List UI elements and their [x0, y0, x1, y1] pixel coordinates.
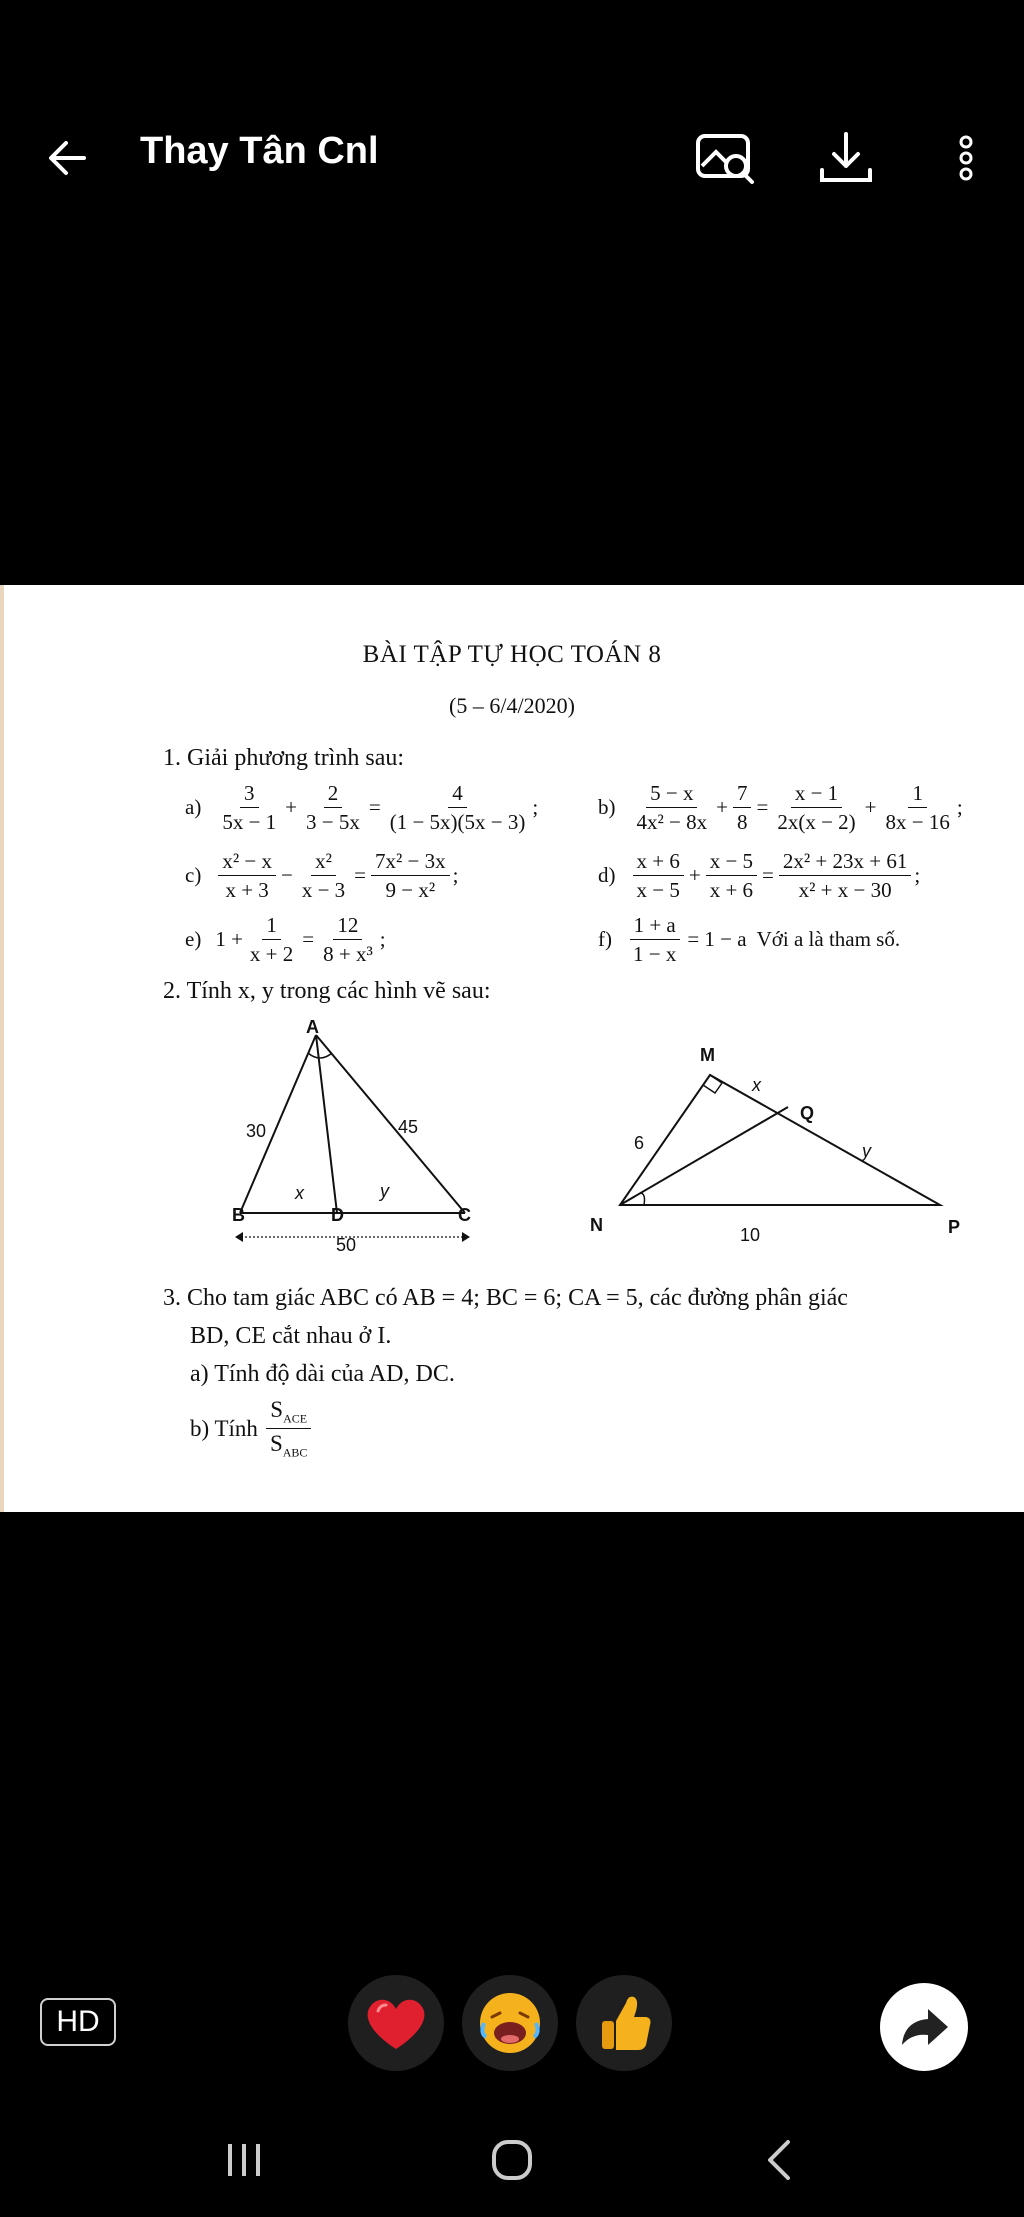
numerator: 2: [324, 781, 343, 808]
bottom-action-bar: [0, 1975, 1024, 2085]
denominator: x − 5: [636, 878, 680, 903]
vertex-label-a: A: [306, 1017, 319, 1037]
segment-label-x: x: [752, 1075, 761, 1095]
numerator: x + 6: [633, 849, 684, 876]
operator: +: [688, 863, 701, 888]
operator: =: [368, 795, 381, 820]
vertex-label-c: C: [458, 1205, 471, 1225]
denominator: x² + x − 30: [798, 878, 892, 903]
numerator: x²: [311, 849, 336, 876]
numerator: 7x² − 3x: [371, 849, 450, 876]
segment-label-x: x: [295, 1183, 304, 1203]
area-symbol: S: [270, 1397, 284, 1422]
denominator: 2x(x − 2): [777, 810, 856, 835]
figure-triangle-mnp: [600, 1065, 960, 1215]
operator: =: [354, 863, 366, 888]
page-edge: [0, 585, 4, 1512]
equation-d: [598, 849, 920, 902]
recents-icon[interactable]: [220, 2136, 268, 2184]
numerator: x² − x: [218, 849, 276, 876]
numerator: x − 1: [791, 781, 842, 808]
heart-icon: [348, 1975, 444, 2071]
numerator: 12: [333, 913, 362, 940]
doc-heading: BÀI TẬP TỰ HỌC TOÁN 8: [362, 641, 662, 668]
vertex-label-d: D: [331, 1205, 344, 1225]
denominator: x + 3: [225, 878, 269, 903]
question-3b: [190, 1397, 314, 1461]
numerator: 2x² + 23x + 61: [779, 849, 911, 876]
equation-label: c): [185, 863, 202, 888]
punctuation: ;: [914, 863, 921, 888]
equation-label: b): [598, 795, 616, 820]
numerator: 1 + a: [630, 913, 680, 940]
side-label-mn: 6: [634, 1133, 645, 1153]
equation-label: e): [185, 927, 202, 952]
question-3-line2: BD, CE cắt nhau ở I.: [190, 1323, 392, 1349]
download-icon[interactable]: [810, 122, 882, 194]
term: 1 +: [215, 927, 243, 952]
doc-date: (5 – 6/4/2020): [449, 693, 575, 718]
numerator: 5 − x: [646, 781, 697, 808]
share-button[interactable]: [880, 1983, 968, 2071]
equation-f: [598, 913, 900, 966]
punctuation: ;: [532, 795, 539, 820]
reaction-like-button[interactable]: [576, 1975, 672, 2071]
image-search-icon[interactable]: [690, 122, 762, 194]
operator: +: [716, 795, 728, 820]
equation-label: a): [185, 795, 202, 820]
equation-b: [598, 781, 963, 834]
operator: =: [756, 795, 769, 820]
operator: =: [302, 927, 315, 952]
numerator: 1: [908, 781, 927, 808]
more-vertical-icon[interactable]: [930, 122, 1002, 194]
denominator: 4x² − 8x: [636, 810, 708, 835]
denominator: 3 − 5x: [306, 810, 360, 835]
denominator: x + 2: [249, 942, 294, 967]
equation-c: [185, 849, 458, 902]
question-3-line1: 3. Cho tam giác ABC có AB = 4; BC = 6; CA = 5, các đường phân giác: [163, 1285, 848, 1311]
vertex-label-b: B: [232, 1205, 245, 1225]
document-image[interactable]: [0, 585, 1024, 1512]
laughing-face-icon: [462, 1975, 558, 2071]
system-nav-bar: [0, 2120, 1024, 2200]
numerator: 7: [733, 781, 752, 808]
operator: =: [762, 863, 774, 888]
equation-label: d): [598, 863, 616, 888]
top-bar: [0, 100, 1024, 210]
denominator: 8 + x³: [323, 942, 373, 967]
numerator: 1: [262, 913, 281, 940]
thumbs-up-icon: [576, 1975, 672, 2071]
equation-label: f): [598, 927, 612, 952]
hd-toggle-button[interactable]: HD: [40, 1998, 116, 2046]
area-subscript: ABC: [282, 1445, 308, 1460]
segment-label-y: y: [862, 1141, 871, 1161]
back-icon[interactable]: [756, 2136, 804, 2184]
equation-a: [185, 781, 538, 834]
side-label-np: 10: [740, 1225, 761, 1245]
question-3a: a) Tính độ dài của AD, DC.: [190, 1361, 455, 1387]
length-label-bc: 50: [336, 1235, 357, 1255]
question-3b-label: b) Tính: [190, 1415, 258, 1441]
home-icon[interactable]: [488, 2136, 536, 2184]
chat-title: Thay Tân Cnl: [140, 130, 379, 172]
punctuation: ;: [452, 863, 459, 888]
denominator: 5x − 1: [222, 810, 277, 835]
reaction-heart-button[interactable]: [348, 1975, 444, 2071]
vertex-label-n: N: [590, 1215, 603, 1235]
equation-e: [185, 913, 386, 966]
denominator: 8: [736, 810, 748, 835]
numerator: 4: [448, 781, 467, 808]
figure-triangle-abc: [220, 1015, 480, 1215]
operator: +: [285, 795, 298, 820]
side-label-ab: 30: [246, 1121, 267, 1141]
numerator: 3: [240, 781, 259, 808]
punctuation: ;: [379, 927, 386, 952]
share-arrow-icon: [880, 1983, 968, 2071]
denominator: 8x − 16: [885, 810, 950, 835]
vertex-label-p: P: [948, 1217, 961, 1237]
area-subscript: ACE: [283, 1411, 308, 1426]
side-label-ac: 45: [398, 1117, 419, 1137]
operator: −: [280, 863, 293, 888]
denominator: (1 − 5x)(5x − 3): [389, 810, 526, 835]
question-1-title: 1. Giải phương trình sau:: [163, 745, 405, 771]
operator: +: [864, 795, 877, 820]
denominator: x − 3: [301, 878, 346, 903]
punctuation: ;: [956, 795, 963, 820]
numerator: x − 5: [706, 849, 757, 876]
area-symbol: S: [269, 1431, 283, 1457]
reaction-laugh-button[interactable]: [462, 1975, 558, 2071]
back-arrow-icon[interactable]: [40, 128, 100, 188]
denominator: x + 6: [709, 878, 754, 903]
denominator: 1 − x: [633, 942, 677, 967]
segment-label-y: y: [380, 1181, 389, 1201]
vertex-label-m: M: [700, 1045, 715, 1065]
vertex-label-q: Q: [800, 1103, 815, 1123]
term: = 1 − a: [687, 927, 747, 952]
note: Với a là tham số.: [756, 927, 901, 952]
question-2-title: 2. Tính x, y trong các hình vẽ sau:: [163, 978, 491, 1004]
denominator: 9 − x²: [385, 878, 436, 903]
